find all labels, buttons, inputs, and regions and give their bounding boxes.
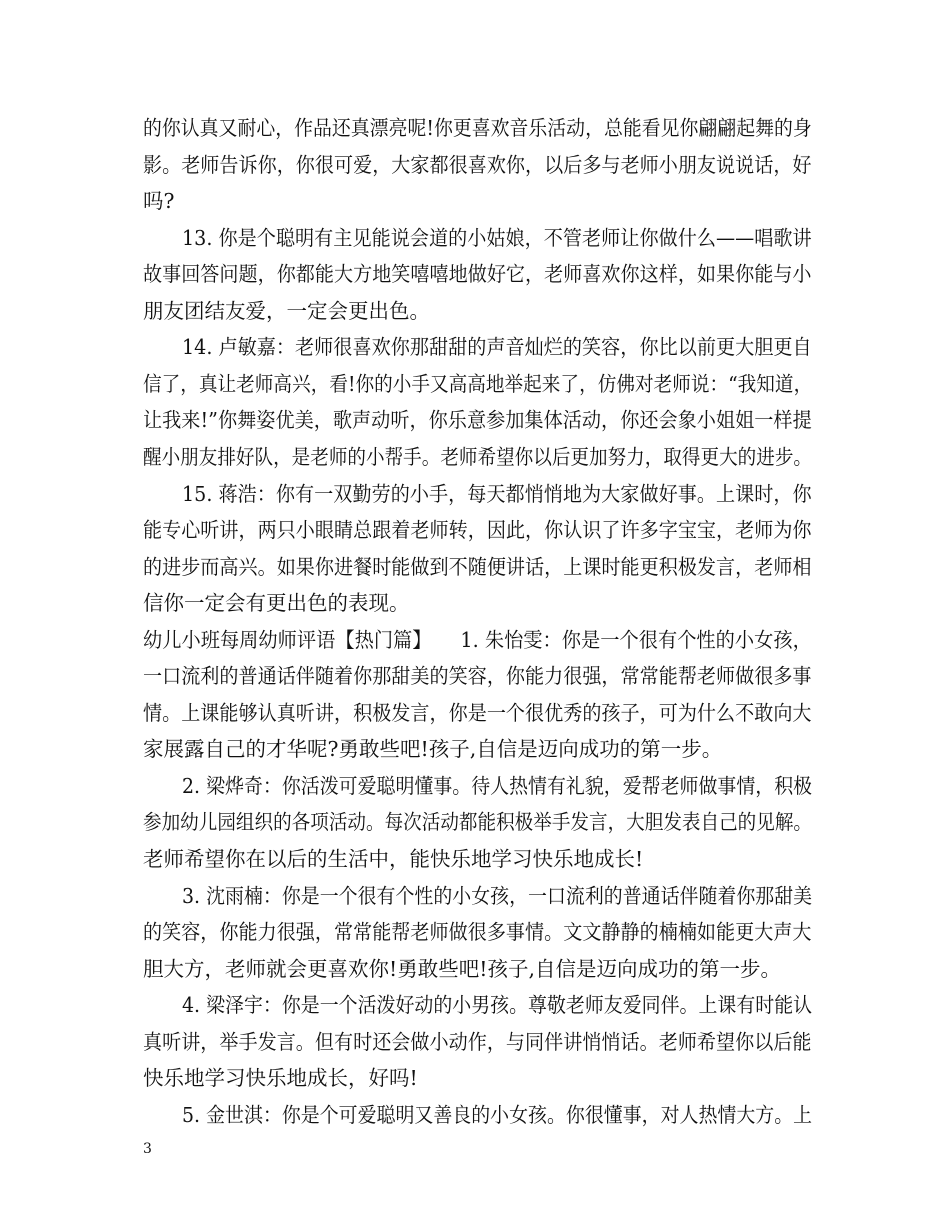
text-line: 一口流利的普通话伴随着你那甜美的笑容，你能力很强，常常能帮老师做很多事 (143, 664, 812, 689)
text-line: 快乐地学习快乐地成长，好吗! (143, 1066, 418, 1091)
text-line: 的你认真又耐心，作品还真漂亮呢!你更喜欢音乐活动，总能看见你翩翩起舞的身 (143, 116, 812, 140)
text-line: 幼儿小班每周幼师评语【热门篇】 1. 朱怡雯：你是一个很有个性的小女孩， (143, 627, 812, 652)
text-line: 吗? (143, 189, 175, 214)
text-line: 影。老师告诉你，你很可爱，大家都很喜欢你，以后多与老师小朋友说说话，好 (143, 152, 812, 177)
text-line: 朋友团结友爱，一定会更出色。 (143, 298, 430, 323)
text-line: 13. 你是个聪明有主见能说会道的小姑娘，不管老师让你做什么——唱歌讲 (182, 225, 812, 250)
page-number: 3 (143, 1141, 152, 1157)
text-line: 让我来!”你舞姿优美，歌声动听，你乐意参加集体活动，你还会象小姐姐一样提 (143, 408, 812, 433)
text-line: 情。上课能够认真听讲，积极发言，你是一个很优秀的孩子，可为什么不敢向大 (143, 700, 812, 725)
text-line: 能专心听讲，两只小眼睛总跟着老师转，因此，你认识了许多字宝宝，老师为你 (143, 518, 812, 543)
text-line: 胆大方，老师就会更喜欢你!勇敢些吧!孩子,自信是迈向成功的第一步。 (143, 956, 781, 981)
text-line: 信了，真让老师高兴，看!你的小手又高高地举起来了，仿佛对老师说：“我知道， (143, 371, 813, 396)
text-line: 14. 卢敏嘉：老师很喜欢你那甜甜的声音灿烂的笑容，你比以前更大胆更自 (182, 335, 812, 360)
text-line: 2. 梁烨奇：你活泼可爱聪明懂事。待人热情有礼貌，爱帮老师做事情，积极 (182, 773, 813, 798)
text-line: 的笑容，你能力很强，常常能帮老师做很多事情。文文静静的楠楠如能更大声大 (143, 920, 812, 945)
text-line: 3. 沈雨楠：你是一个很有个性的小女孩，一口流利的普通话伴随着你那甜美 (182, 883, 813, 908)
text-line: 家展露自己的才华呢?勇敢些吧!孩子,自信是迈向成功的第一步。 (143, 737, 723, 762)
text-line: 信你一定会有更出色的表现。 (143, 591, 410, 616)
text-line: 4. 梁泽宇：你是一个活泼好动的小男孩。尊敬老师友爱同伴。上课有时能认 (182, 993, 813, 1018)
text-line: 的进步而高兴。如果你进餐时能做到不随便讲话，上课时能更积极发言，老师相 (143, 554, 812, 579)
text-line: 故事回答问题，你都能大方地笑嘻嘻地做好它，老师喜欢你这样，如果你能与小 (143, 262, 812, 287)
text-line: 15. 蒋浩：你有一双勤劳的小手，每天都悄悄地为大家做好事。上课时，你 (182, 481, 812, 506)
text-line: 参加幼儿园组织的各项活动。每次活动都能积极举手发言，大胆发表自己的见解。 (143, 810, 812, 835)
text-line: 5. 金世淇：你是个可爱聪明又善良的小女孩。你很懂事，对人热情大方。上 (182, 1102, 813, 1127)
text-line: 真听讲，举手发言。但有时还会做小动作，与同伴讲悄悄话。老师希望你以后能 (143, 1029, 812, 1054)
text-line: 老师希望你在以后的生活中，能快乐地学习快乐地成长! (143, 847, 644, 871)
text-line: 醒小朋友排好队，是老师的小帮手。老师希望你以后更加努力，取得更大的进步。 (143, 444, 812, 469)
